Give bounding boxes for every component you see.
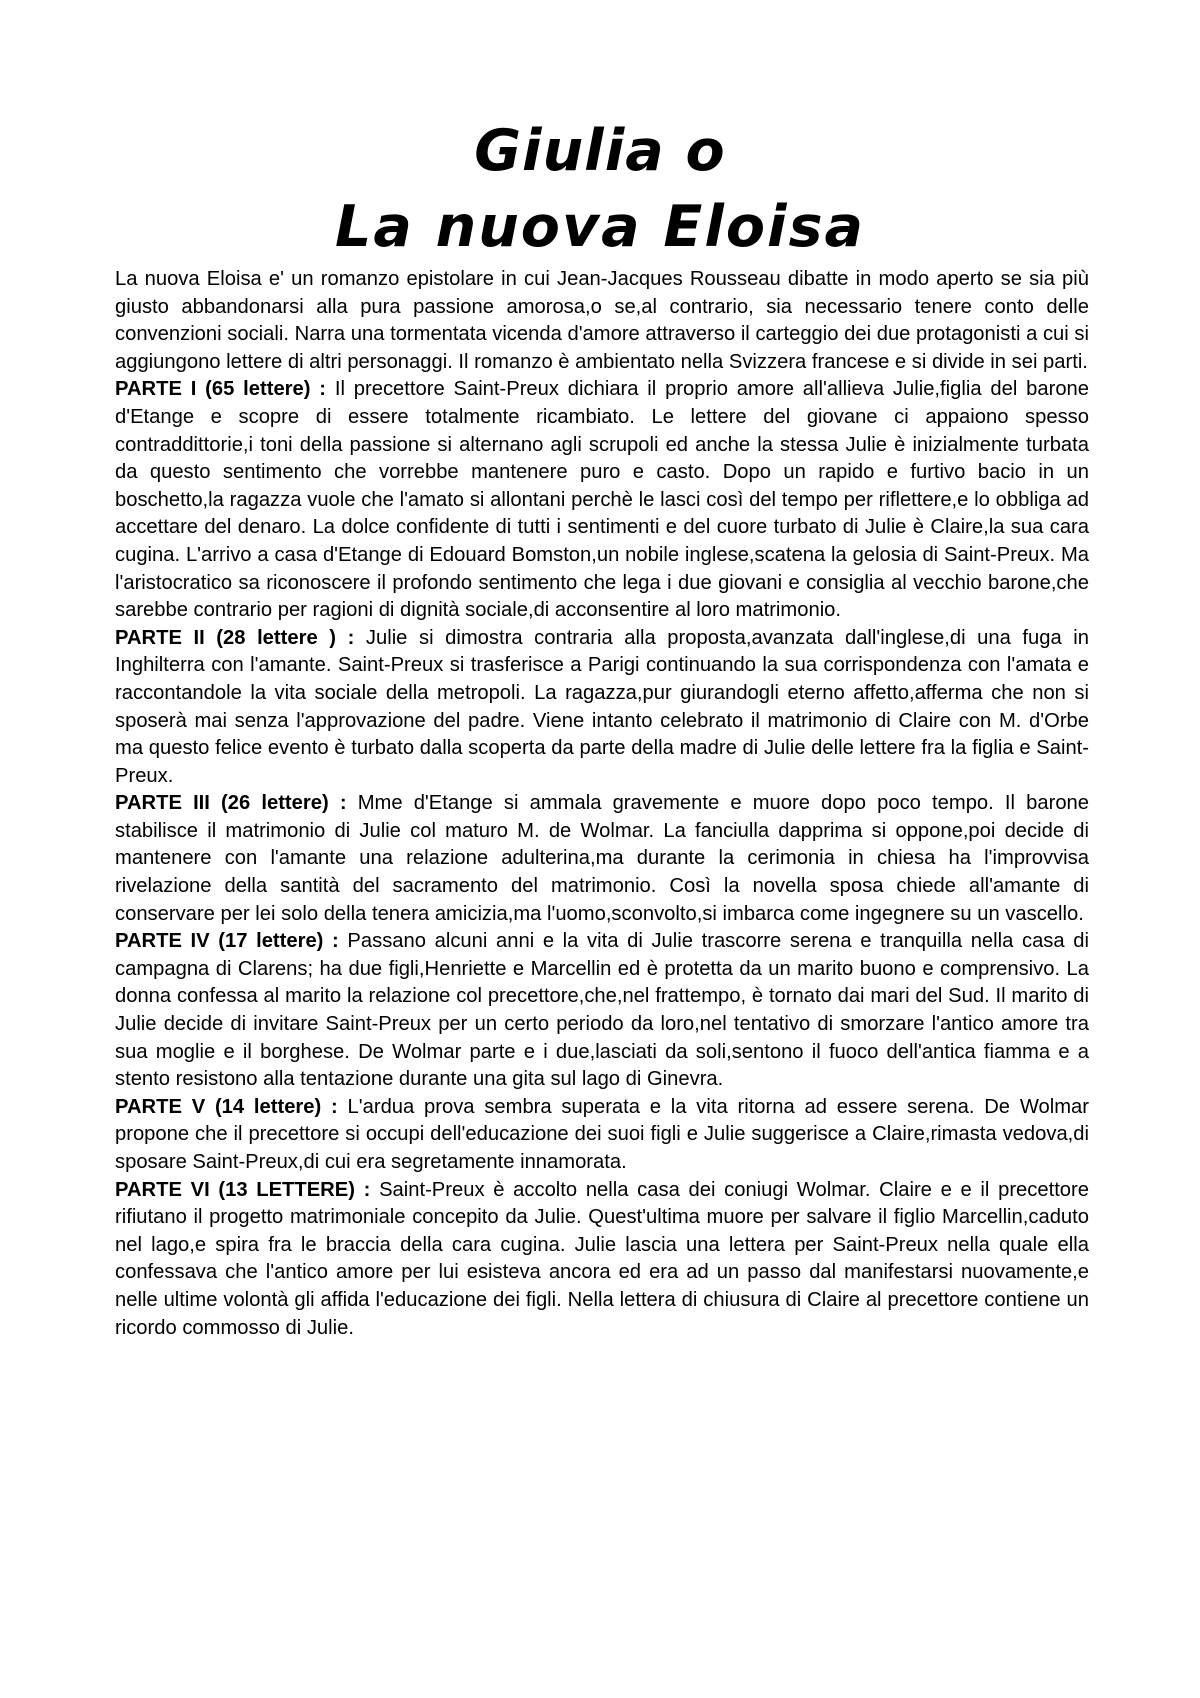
document-title-line-1: Giulia o bbox=[474, 118, 726, 184]
part-5-text: L'ardua prova sembra superata e la vita ritorna ad essere serena. De Wolmar propone che il precettore si occupi dell'educazione dei suoi figli e Julie suggerisce a Claire,rimasta vedova,di sposare Saint-Preux,di cui era segretamente innamorata. bbox=[115, 1095, 1089, 1173]
intro-paragraph: La nuova Eloisa e' un romanzo epistolare in cui Jean-Jacques Rousseau dibatte in modo aperto se sia più giusto abbandonarsi alla pura passione amorosa,o se,al contrario, sia necessario tenere conto delle convenzioni sociali. Narra una tormentata vicenda d'amore attraverso il carteggio dei due protagonisti a cui si aggiungono lettere di altri personaggi. Il romanzo è ambientato nella Svizzera francese e si divide in sei parti. bbox=[115, 268, 1089, 373]
part-4-label: PARTE IV (17 lettere) : bbox=[115, 930, 339, 953]
part-1-paragraph bbox=[115, 376, 1089, 624]
part-3-text: Mme d'Etange si ammala gravemente e muore dopo poco tempo. Il barone stabilisce il matrimonio di Julie col maturo M. de Wolmar. La fanciulla dapprima si oppone,poi decide di mantenere con l'amante una relazione adulterina,ma durante la cerimonia in chiesa ha l'improvvisa rivelazione della santità del sacramento del matrimonio. Così la novella sposa chiede all'amante di conservare per lei solo della tenera amicizia,ma l'uomo,sconvolto,si imbarca come ingegnere su un vascello. bbox=[115, 792, 1089, 925]
part-3-paragraph bbox=[115, 790, 1089, 928]
document-body bbox=[115, 266, 1089, 1342]
part-1-text: Il precettore Saint-Preux dichiara il proprio amore all'allieva Julie,figlia del barone d'Etange e scopre di essere totalmente ricambiato. Le lettere del giovane ci appaiono spesso contraddittorie,i toni della passione si alternano agli scrupoli ed anche la stessa Julie è inizialmente turbata da questo sentimento che vorrebbe mantenere puro e casto. Dopo un rapido e furtivo bacio in un boschetto,la ragazza vuole che l'amato si allontani perchè le lasci così del tempo per riflettere,e lo obbliga ad accettare del denaro. La dolce confidente di tutti i sentimenti e del cuore turbato di Julie è Claire,la sua cara cugina. L'arrivo a casa d'Etange di Edouard Bomston,un nobile inglese,scatena la gelosia di Saint-Preux. Ma l'aristocratico sa riconoscere il profondo sentimento che lega i due giovani e consiglia al vecchio barone,che sarebbe contrario per ragioni di dignità sociale,di acconsentire al loro matrimonio. bbox=[115, 378, 1090, 622]
part-4-paragraph bbox=[115, 928, 1089, 1094]
document-title-line-2: La nuova Eloisa bbox=[335, 194, 865, 260]
part-3-label: PARTE III (26 lettere) : bbox=[115, 792, 347, 815]
part-6-text: Saint-Preux è accolto nella casa dei coniugi Wolmar. Claire e e il precettore rifiutano il progetto matrimoniale concepito da Julie. Quest'ultima muore per salvare il figlio Marcellin,caduto nel lago,e spira fra le braccia della cara cugina. Julie lascia una lettera per Saint-Preux nella quale ella confessava che l'antico amore per lui esisteva ancora ed era ad un passo dal manifestarsi nuovamente,e nelle ultime volontà gli affida l'educazione dei figli. Nella lettera di chiusura di Claire al precettore contiene un ricordo commosso di Julie. bbox=[115, 1178, 1089, 1339]
part-4-text: Passano alcuni anni e la vita di Julie trascorre serena e tranquilla nella casa di campagna di Clarens; ha due figli,Henriette e Marcellin ed è protetta da un marito buono e comprensivo. La donna confessa al marito la relazione col precettore,che,nel frattempo, è tornato dai mari del Sud. Il marito di Julie decide di invitare Saint-Preux per un certo periodo da loro,nel tentativo di smorzare l'antico amore tra sua moglie e il borghese. De Wolmar parte e i due,lasciati da soli,sentono il fuoco dell'antica fiamma e a stento resistono alla tentazione durante una gita sul lago di Ginevra. bbox=[115, 930, 1089, 1091]
part-2-paragraph bbox=[115, 625, 1089, 791]
part-5-paragraph bbox=[115, 1094, 1089, 1177]
part-1-label: PARTE I (65 lettere) : bbox=[115, 378, 327, 401]
part-2-label: PARTE II (28 lettere ) : bbox=[115, 626, 355, 649]
part-2-text: Julie si dimostra contraria alla proposta,avanzata dall'inglese,di una fuga in Inghilterra con l'amante. Saint-Preux si trasferisce a Parigi continuando la sua corrispondenza con l'amata e raccontandole la vita sociale della metropoli. La ragazza,pur giurandogli eterno affetto,afferma che non si sposerà mai senza l'approvazione del padre. Viene intanto celebrato il matrimonio di Claire con M. d'Orbe ma questo felice evento è turbato dalla scoperta da parte della madre di Julie delle lettere fra la figlia e Saint-Preux. bbox=[115, 626, 1089, 787]
part-6-paragraph bbox=[115, 1177, 1089, 1343]
part-6-label: PARTE VI (13 LETTERE) : bbox=[115, 1178, 371, 1201]
part-5-label: PARTE V (14 lettere) : bbox=[115, 1095, 338, 1118]
